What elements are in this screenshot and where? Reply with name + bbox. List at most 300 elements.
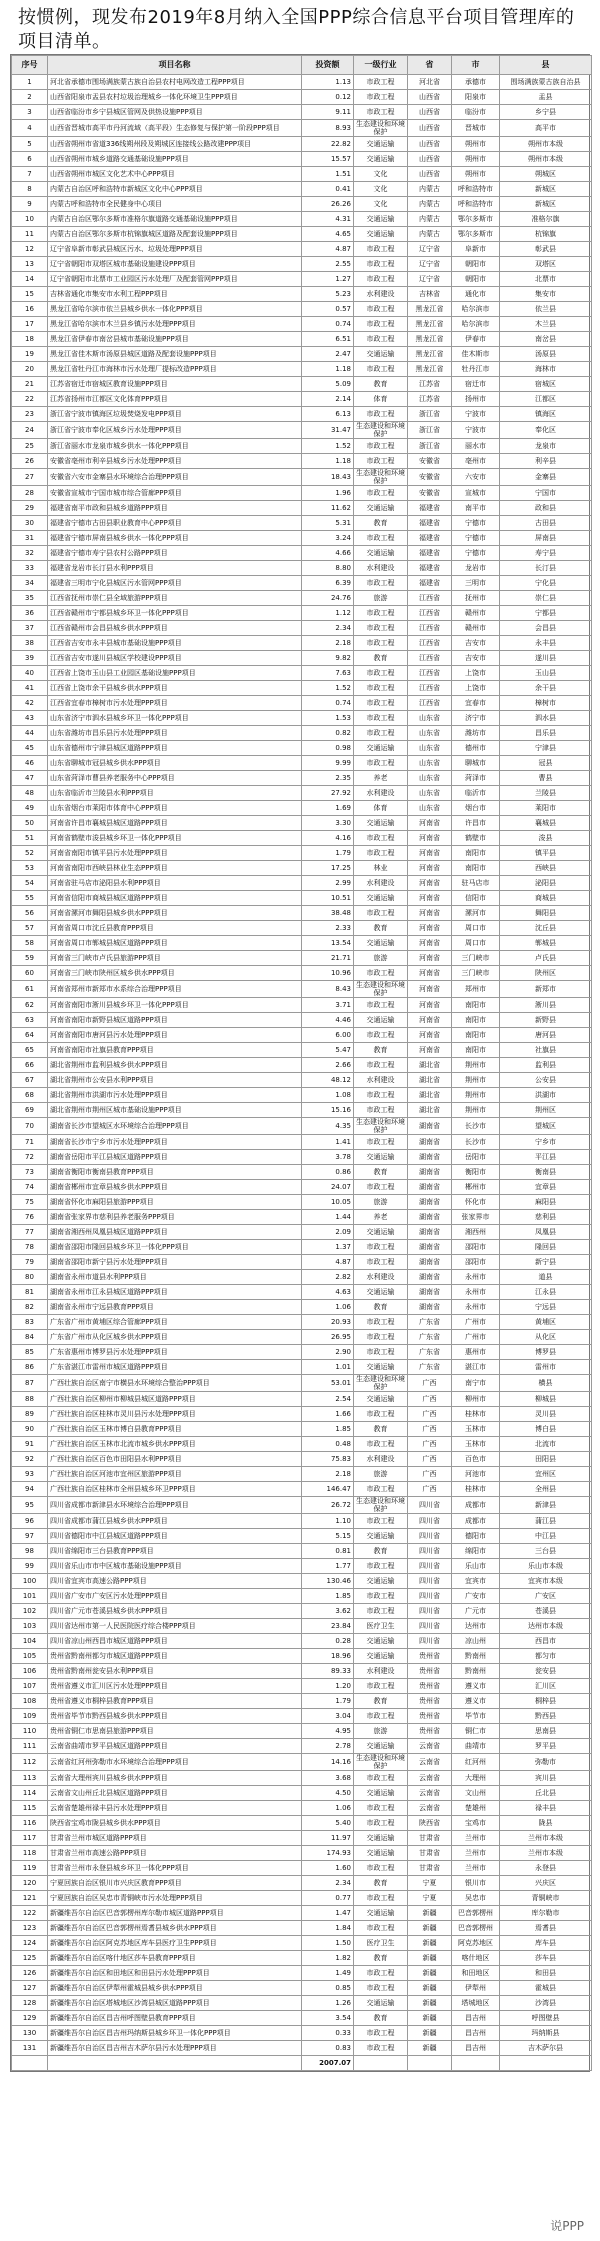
cell-industry: 市政工程: [354, 105, 408, 120]
cell-county: 广安区: [500, 1589, 592, 1604]
cell-city: 永州市: [452, 1300, 500, 1315]
cell-industry: 旅游: [354, 1467, 408, 1482]
cell-project-name: 湖南省邵阳市隆回县城乡环卫一体化PPP项目: [48, 1240, 302, 1255]
cell-city: 衡阳市: [452, 1165, 500, 1180]
cell-index: 129: [12, 2011, 48, 2026]
cell-index: 131: [12, 2041, 48, 2056]
cell-county: 新宁县: [500, 1255, 592, 1270]
cell-county: 霍城县: [500, 1981, 592, 1996]
cell-index: 24: [12, 422, 48, 439]
cell-city: 桂林市: [452, 1407, 500, 1422]
cell-city: 宝鸡市: [452, 1816, 500, 1831]
cell-investment: 2.33: [302, 921, 354, 936]
table-row: [12, 486, 592, 501]
cell-investment: 1.66: [302, 1407, 354, 1422]
cell-index: 70: [12, 1118, 48, 1135]
cell-city: 邵阳市: [452, 1255, 500, 1270]
cell-index: 119: [12, 1861, 48, 1876]
cell-index: 6: [12, 152, 48, 167]
table-body: [12, 75, 592, 2056]
cell-industry: 交通运输: [354, 1906, 408, 1921]
cell-project-name: 湖北省荆州市监利县城乡供水PPP项目: [48, 1058, 302, 1073]
cell-city: 朝阳市: [452, 257, 500, 272]
cell-city: 扬州市: [452, 392, 500, 407]
cell-project-name: 辽宁省朝阳市北票市工业园区污水处理厂及配套管网PPP项目: [48, 272, 302, 287]
cell-industry: 市政工程: [354, 454, 408, 469]
cell-project-name: 江西省宜春市樟树市污水处理PPP项目: [48, 696, 302, 711]
cell-industry: 教育: [354, 1876, 408, 1891]
cell-investment: 0.33: [302, 2026, 354, 2041]
table-row: [12, 422, 592, 439]
cell-industry: 市政工程: [354, 75, 408, 90]
table-row: [12, 347, 592, 362]
cell-project-name: 广东省惠州市博罗县污水处理PPP项目: [48, 1345, 302, 1360]
cell-province: 江西省: [408, 621, 452, 636]
cell-index: 41: [12, 681, 48, 696]
cell-investment: 1.84: [302, 1921, 354, 1936]
table-row: [12, 1861, 592, 1876]
cell-city: 乐山市: [452, 1559, 500, 1574]
cell-industry: 市政工程: [354, 636, 408, 651]
cell-project-name: 内蒙古自治区呼和浩特市新城区文化中心PPP项目: [48, 182, 302, 197]
cell-city: 荆州市: [452, 1103, 500, 1118]
table-row: [12, 1345, 592, 1360]
cell-city: 南阳市: [452, 1028, 500, 1043]
cell-county: 洪湖市: [500, 1088, 592, 1103]
cell-investment: 0.77: [302, 1891, 354, 1906]
table-row: [12, 1330, 592, 1345]
cell-project-name: 贵州省黔南州瓮安县水利PPP项目: [48, 1664, 302, 1679]
total-spacer: [452, 2056, 500, 2071]
cell-industry: 市政工程: [354, 1559, 408, 1574]
cell-industry: 市政工程: [354, 1482, 408, 1497]
cell-project-name: 广西壮族自治区柳州市柳城县城区道路PPP项目: [48, 1392, 302, 1407]
cell-investment: 0.57: [302, 302, 354, 317]
cell-province: 江苏省: [408, 377, 452, 392]
cell-project-name: 江苏省扬州市江都区文化体育PPP项目: [48, 392, 302, 407]
cell-project-name: 河南省许昌市襄城县城区道路PPP项目: [48, 816, 302, 831]
cell-project-name: 广西壮族自治区玉林市北流市城乡供水PPP项目: [48, 1437, 302, 1452]
cell-investment: 5.31: [302, 516, 354, 531]
table-row: [12, 981, 592, 998]
table-row: [12, 1754, 592, 1771]
cell-county: 杭锦旗: [500, 227, 592, 242]
cell-province: 山西省: [408, 152, 452, 167]
cell-index: 51: [12, 831, 48, 846]
cell-industry: 市政工程: [354, 711, 408, 726]
cell-province: 黑龙江省: [408, 317, 452, 332]
cell-industry: 市政工程: [354, 1180, 408, 1195]
cell-city: 菏泽市: [452, 771, 500, 786]
cell-county: 卢氏县: [500, 951, 592, 966]
cell-city: 丽水市: [452, 439, 500, 454]
cell-investment: 2.82: [302, 1270, 354, 1285]
cell-county: 禄丰县: [500, 1801, 592, 1816]
cell-city: 宿迁市: [452, 377, 500, 392]
cell-city: 赣州市: [452, 621, 500, 636]
cell-project-name: 湖北省荆州市荆州区城市基础设施PPP项目: [48, 1103, 302, 1118]
cell-county: 弥勒市: [500, 1754, 592, 1771]
cell-project-name: 新疆维吾尔自治区巴音郭楞州库尔勒市城区道路PPP项目: [48, 1906, 302, 1921]
cell-project-name: 山西省晋城市高平市丹河流域（高平段）生态修复与保护第一阶段PPP项目: [48, 120, 302, 137]
table-row: [12, 2011, 592, 2026]
cell-county: 依兰县: [500, 302, 592, 317]
cell-index: 13: [12, 257, 48, 272]
header-project-name: 项目名称: [48, 56, 302, 75]
cell-province: 宁夏: [408, 1876, 452, 1891]
cell-province: 广西: [408, 1407, 452, 1422]
cell-county: 余干县: [500, 681, 592, 696]
cell-investment: 5.40: [302, 1816, 354, 1831]
cell-province: 云南省: [408, 1786, 452, 1801]
cell-province: 福建省: [408, 501, 452, 516]
table-row: [12, 1103, 592, 1118]
cell-province: 江西省: [408, 606, 452, 621]
cell-investment: 1.52: [302, 439, 354, 454]
cell-index: 97: [12, 1529, 48, 1544]
table-row: [12, 182, 592, 197]
cell-project-name: 甘肃省兰州市城区道路PPP项目: [48, 1831, 302, 1846]
cell-investment: 6.51: [302, 332, 354, 347]
table-row: [12, 771, 592, 786]
cell-index: 106: [12, 1664, 48, 1679]
cell-industry: 市政工程: [354, 2041, 408, 2056]
cell-project-name: 黑龙江省哈尔滨市依兰县城乡供水一体化PPP项目: [48, 302, 302, 317]
table-row: [12, 1315, 592, 1330]
table-row: [12, 1043, 592, 1058]
cell-industry: 市政工程: [354, 1709, 408, 1724]
cell-investment: 2.78: [302, 1739, 354, 1754]
cell-county: 宁远县: [500, 1300, 592, 1315]
cell-index: 125: [12, 1951, 48, 1966]
cell-index: 2: [12, 90, 48, 105]
table-row: [12, 1846, 592, 1861]
cell-county: 玛纳斯县: [500, 2026, 592, 2041]
cell-city: 和田地区: [452, 1966, 500, 1981]
cell-investment: 1.06: [302, 1300, 354, 1315]
cell-investment: 1.47: [302, 1906, 354, 1921]
cell-province: 山西省: [408, 167, 452, 182]
cell-industry: 医疗卫生: [354, 1936, 408, 1951]
cell-index: 95: [12, 1497, 48, 1514]
cell-county: 青铜峡市: [500, 1891, 592, 1906]
table-row: [12, 1013, 592, 1028]
cell-industry: 水利建设: [354, 1270, 408, 1285]
cell-city: 湛江市: [452, 1360, 500, 1375]
cell-project-name: 四川省广元市苍溪县城乡供水PPP项目: [48, 1604, 302, 1619]
cell-investment: 1.52: [302, 681, 354, 696]
cell-city: 玉林市: [452, 1437, 500, 1452]
cell-city: 驻马店市: [452, 876, 500, 891]
cell-province: 河南省: [408, 846, 452, 861]
cell-city: 南宁市: [452, 1375, 500, 1392]
table-row: [12, 212, 592, 227]
cell-city: 聊城市: [452, 756, 500, 771]
cell-investment: 21.71: [302, 951, 354, 966]
cell-industry: 交通运输: [354, 1831, 408, 1846]
cell-index: 83: [12, 1315, 48, 1330]
table-row: [12, 1921, 592, 1936]
cell-investment: 1.26: [302, 1996, 354, 2011]
cell-county: 金寨县: [500, 469, 592, 486]
table-row: [12, 711, 592, 726]
cell-city: 昌吉州: [452, 2011, 500, 2026]
cell-province: 贵州省: [408, 1724, 452, 1739]
cell-industry: 市政工程: [354, 831, 408, 846]
cell-city: 大理州: [452, 1771, 500, 1786]
cell-investment: 1.79: [302, 1694, 354, 1709]
cell-city: 朝阳市: [452, 272, 500, 287]
cell-project-name: 河南省南阳市唐河县污水处理PPP项目: [48, 1028, 302, 1043]
cell-industry: 教育: [354, 2011, 408, 2026]
cell-county: 和田县: [500, 1966, 592, 1981]
table-row: [12, 407, 592, 422]
cell-index: 12: [12, 242, 48, 257]
cell-county: 宁乡市: [500, 1135, 592, 1150]
cell-county: 黄埔区: [500, 1315, 592, 1330]
cell-index: 99: [12, 1559, 48, 1574]
cell-project-name: 湖南省湘西州凤凰县城区道路PPP项目: [48, 1225, 302, 1240]
cell-investment: 0.12: [302, 90, 354, 105]
cell-industry: 市政工程: [354, 606, 408, 621]
cell-project-name: 贵州省遵义市桐梓县教育PPP项目: [48, 1694, 302, 1709]
cell-investment: 1.37: [302, 1240, 354, 1255]
cell-index: 60: [12, 966, 48, 981]
table-row: [12, 696, 592, 711]
cell-index: 116: [12, 1816, 48, 1831]
cell-industry: 市政工程: [354, 696, 408, 711]
cell-province: 黑龙江省: [408, 332, 452, 347]
cell-index: 49: [12, 801, 48, 816]
cell-city: 伊春市: [452, 332, 500, 347]
cell-industry: 交通运输: [354, 137, 408, 152]
cell-project-name: 河南省驻马店市泌阳县水利PPP项目: [48, 876, 302, 891]
cell-index: 17: [12, 317, 48, 332]
cell-investment: 5.23: [302, 287, 354, 302]
cell-project-name: 浙江省宁波市镇海区垃圾焚烧发电PPP项目: [48, 407, 302, 422]
cell-county: 呼图壁县: [500, 2011, 592, 2026]
cell-industry: 市政工程: [354, 1514, 408, 1529]
cell-city: 广安市: [452, 1589, 500, 1604]
cell-city: 信阳市: [452, 891, 500, 906]
table-row: [12, 137, 592, 152]
cell-index: 66: [12, 1058, 48, 1073]
cell-county: 苍溪县: [500, 1604, 592, 1619]
cell-investment: 1.96: [302, 486, 354, 501]
table-row: [12, 1058, 592, 1073]
cell-project-name: 福建省宁德市屏南县城乡供水一体化PPP项目: [48, 531, 302, 546]
cell-investment: 2.47: [302, 347, 354, 362]
cell-project-name: 广西壮族自治区玉林市博白县教育PPP项目: [48, 1422, 302, 1437]
table-row: [12, 75, 592, 90]
cell-county: 西峡县: [500, 861, 592, 876]
cell-project-name: 山东省德州市宁津县城区道路PPP项目: [48, 741, 302, 756]
cell-city: 怀化市: [452, 1195, 500, 1210]
cell-province: 四川省: [408, 1604, 452, 1619]
cell-province: 浙江省: [408, 407, 452, 422]
cell-industry: 交通运输: [354, 152, 408, 167]
cell-province: 贵州省: [408, 1679, 452, 1694]
cell-index: 47: [12, 771, 48, 786]
cell-index: 94: [12, 1482, 48, 1497]
cell-city: 宁波市: [452, 422, 500, 439]
cell-county: 玉山县: [500, 666, 592, 681]
header-province: 省: [408, 56, 452, 75]
cell-industry: 交通运输: [354, 936, 408, 951]
cell-county: 乡宁县: [500, 105, 592, 120]
cell-province: 云南省: [408, 1801, 452, 1816]
cell-investment: 2.34: [302, 1876, 354, 1891]
cell-city: 达州市: [452, 1619, 500, 1634]
cell-industry: 市政工程: [354, 1407, 408, 1422]
cell-city: 柳州市: [452, 1392, 500, 1407]
cell-project-name: 广西壮族自治区南宁市横县水环境综合整治PPP项目: [48, 1375, 302, 1392]
table-row: [12, 1709, 592, 1724]
cell-industry: 市政工程: [354, 2026, 408, 2041]
cell-industry: 市政工程: [354, 1589, 408, 1604]
cell-province: 四川省: [408, 1497, 452, 1514]
cell-index: 59: [12, 951, 48, 966]
cell-index: 34: [12, 576, 48, 591]
cell-project-name: 四川省德阳市中江县城区道路PPP项目: [48, 1529, 302, 1544]
cell-investment: 1.44: [302, 1210, 354, 1225]
table-row: [12, 786, 592, 801]
cell-index: 102: [12, 1604, 48, 1619]
cell-project-name: 新疆维吾尔自治区塔城地区沙湾县城区道路PPP项目: [48, 1996, 302, 2011]
cell-city: 宣城市: [452, 486, 500, 501]
cell-index: 120: [12, 1876, 48, 1891]
cell-county: 望城区: [500, 1118, 592, 1135]
cell-county: 达州市本级: [500, 1619, 592, 1634]
cell-industry: 市政工程: [354, 1437, 408, 1452]
cell-index: 88: [12, 1392, 48, 1407]
cell-project-name: 四川省达州市第一人民医院医疗综合楼PPP项目: [48, 1619, 302, 1634]
cell-industry: 旅游: [354, 951, 408, 966]
total-label: [12, 2056, 48, 2071]
cell-index: 126: [12, 1966, 48, 1981]
table-row: [12, 1996, 592, 2011]
cell-county: 宁化县: [500, 576, 592, 591]
table-row: [12, 469, 592, 486]
table-row: [12, 756, 592, 771]
cell-city: 遵义市: [452, 1694, 500, 1709]
cell-city: 牡丹江市: [452, 362, 500, 377]
cell-province: 广东省: [408, 1330, 452, 1345]
cell-project-name: 山东省临沂市兰陵县水利PPP项目: [48, 786, 302, 801]
table-row: [12, 1360, 592, 1375]
cell-industry: 生态建设和环境保护: [354, 1754, 408, 1771]
cell-province: 福建省: [408, 531, 452, 546]
cell-industry: 生态建设和环境保护: [354, 981, 408, 998]
cell-city: 成都市: [452, 1514, 500, 1529]
cell-project-name: 湖南省岳阳市平江县城区道路PPP项目: [48, 1150, 302, 1165]
cell-project-name: 新疆维吾尔自治区昌吉州玛纳斯县城乡环卫一体化PPP项目: [48, 2026, 302, 2041]
cell-investment: 26.26: [302, 197, 354, 212]
cell-county: 永丰县: [500, 636, 592, 651]
cell-city: 阿克苏地区: [452, 1936, 500, 1951]
cell-county: 柳城县: [500, 1392, 592, 1407]
cell-city: 湘西州: [452, 1225, 500, 1240]
cell-index: 36: [12, 606, 48, 621]
cell-project-name: 四川省绵阳市三台县教育PPP项目: [48, 1544, 302, 1559]
cell-province: 广西: [408, 1467, 452, 1482]
cell-investment: 5.09: [302, 377, 354, 392]
cell-industry: 市政工程: [354, 439, 408, 454]
cell-investment: 10.51: [302, 891, 354, 906]
table-row: [12, 2026, 592, 2041]
cell-county: 兰州市本级: [500, 1831, 592, 1846]
cell-city: 宜宾市: [452, 1574, 500, 1589]
cell-city: 漯河市: [452, 906, 500, 921]
cell-county: 宜州区: [500, 1467, 592, 1482]
cell-index: 98: [12, 1544, 48, 1559]
cell-project-name: 云南省楚雄州禄丰县污水处理PPP项目: [48, 1801, 302, 1816]
cell-industry: 旅游: [354, 1195, 408, 1210]
cell-province: 湖南省: [408, 1150, 452, 1165]
cell-index: 112: [12, 1754, 48, 1771]
cell-city: 张家界市: [452, 1210, 500, 1225]
cell-project-name: 山西省朔州市省道336线朔州段及朔城区连接线公路改建PPP项目: [48, 137, 302, 152]
cell-province: 黑龙江省: [408, 347, 452, 362]
cell-province: 河南省: [408, 906, 452, 921]
cell-county: 宁国市: [500, 486, 592, 501]
table-row: [12, 227, 592, 242]
cell-industry: 市政工程: [354, 1240, 408, 1255]
cell-project-name: 辽宁省阜新市彰武县城区污水、垃圾处理PPP项目: [48, 242, 302, 257]
cell-investment: 27.92: [302, 786, 354, 801]
header-investment: 投资额: [302, 56, 354, 75]
cell-city: 吉安市: [452, 636, 500, 651]
cell-industry: 交通运输: [354, 501, 408, 516]
cell-project-name: 云南省文山州丘北县城区道路PPP项目: [48, 1786, 302, 1801]
cell-index: 92: [12, 1452, 48, 1467]
cell-investment: 1.27: [302, 272, 354, 287]
cell-county: 木兰县: [500, 317, 592, 332]
cell-project-name: 江西省赣州市宁都县城乡环卫一体化PPP项目: [48, 606, 302, 621]
cell-city: 宁德市: [452, 531, 500, 546]
cell-project-name: 江西省吉安市永丰县城市基础设施PPP项目: [48, 636, 302, 651]
cell-investment: 4.31: [302, 212, 354, 227]
cell-project-name: 江西省上饶市玉山县工业园区基础设施PPP项目: [48, 666, 302, 681]
cell-industry: 体育: [354, 392, 408, 407]
cell-industry: 交通运输: [354, 1634, 408, 1649]
cell-project-name: 内蒙古呼和浩特市全民健身中心项目: [48, 197, 302, 212]
cell-province: 河南省: [408, 936, 452, 951]
cell-investment: 4.66: [302, 546, 354, 561]
cell-city: 长沙市: [452, 1135, 500, 1150]
cell-project-name: 四川省成都市新津县水环境综合治理PPP项目: [48, 1497, 302, 1514]
cell-industry: 教育: [354, 1165, 408, 1180]
cell-province: 湖南省: [408, 1255, 452, 1270]
cell-industry: 市政工程: [354, 726, 408, 741]
cell-province: 四川省: [408, 1574, 452, 1589]
cell-county: 新城区: [500, 182, 592, 197]
cell-project-name: 福建省南平市政和县城乡道路PPP项目: [48, 501, 302, 516]
cell-county: 沈丘县: [500, 921, 592, 936]
cell-industry: 市政工程: [354, 1966, 408, 1981]
cell-city: 鄂尔多斯市: [452, 227, 500, 242]
table-row: [12, 1966, 592, 1981]
cell-province: 山东省: [408, 756, 452, 771]
cell-industry: 市政工程: [354, 332, 408, 347]
cell-project-name: 河南省南阳市淅川县城乡环卫一体化PPP项目: [48, 998, 302, 1013]
cell-province: 江西省: [408, 591, 452, 606]
cell-project-name: 河南省信阳市商城县城区道路PPP项目: [48, 891, 302, 906]
cell-county: 社旗县: [500, 1043, 592, 1058]
cell-province: 河南省: [408, 1028, 452, 1043]
watermark-label: 说PPP: [546, 2216, 588, 2235]
cell-county: 平江县: [500, 1150, 592, 1165]
